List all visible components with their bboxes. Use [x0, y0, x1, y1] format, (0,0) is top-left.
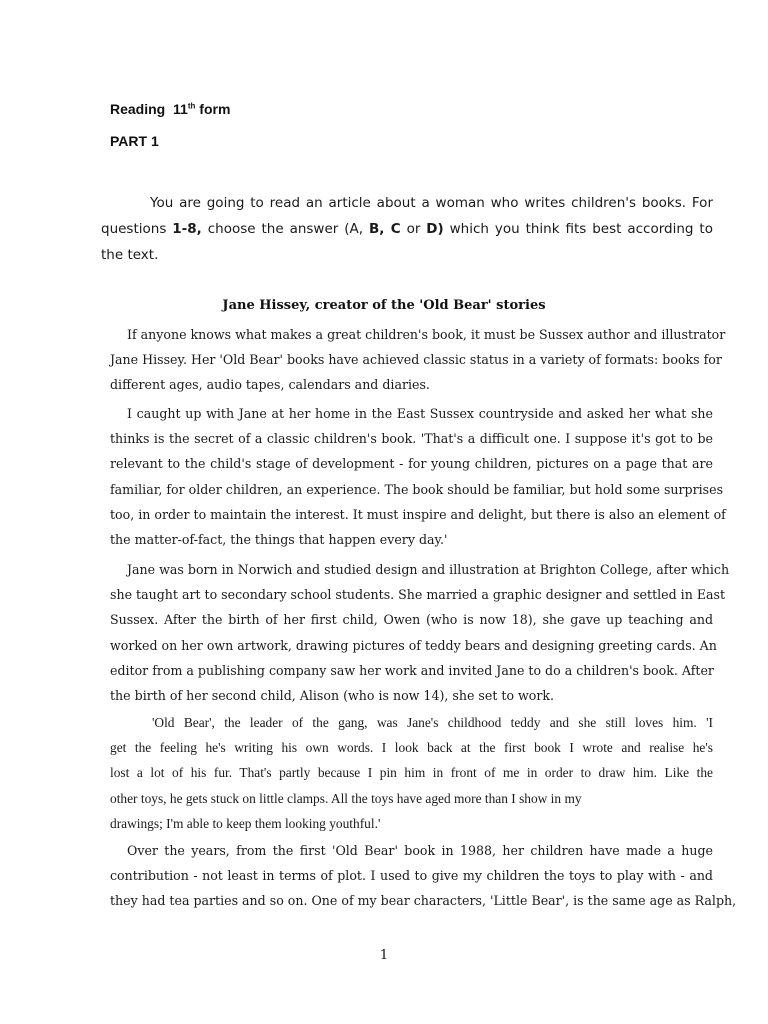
paragraph-line: drawings; I'm able to keep them looking youthful.' [110, 815, 381, 831]
form-label: form [199, 101, 231, 117]
paragraph-line: familiar, for older children, an experience. The book should be familiar, but hold some surprises [110, 481, 724, 497]
reading-heading [110, 101, 230, 117]
intro-text-2: choose the answer (A, [201, 221, 369, 237]
paragraph-line: Sussex. After the birth of her first child, Owen (who is now 18), she gave up teaching and [110, 612, 713, 628]
article-paragraph-3 [110, 557, 730, 708]
intro-text-3: or [400, 221, 427, 237]
paragraph-line: Jane was born in Norwich and studied design and illustration at Brighton College, after which [127, 562, 730, 577]
intro-text-4: which you think fits best according to the text. [101, 221, 713, 263]
intro-text-1: You are going to read an article about a woman who writes children's books. For questions [101, 195, 713, 237]
paragraph-line: they had tea parties and so on. One of my bear characters, 'Little Bear', is the same age as Ralph, [110, 893, 737, 909]
paragraph-line: contribution - not least in terms of plot. I used to give my children the toys to play with - and [110, 868, 713, 884]
option-d: D) [426, 221, 444, 237]
article-paragraph-1 [110, 322, 726, 398]
paragraph-line: the birth of her second child, Alison (who is now 14), she set to work. [110, 688, 555, 704]
paragraph-line: editor from a publishing company saw her work and invited Jane to do a children's book. After [110, 662, 714, 678]
paragraph-line: the matter-of-fact, the things that happen every day.' [110, 532, 448, 548]
grade-suffix: th [187, 101, 196, 111]
paragraph-line: get the feeling he's writing his own words. I look back at the first book I wrote and realise he's [110, 740, 713, 756]
option-b-c: B, C [368, 221, 401, 237]
paragraph-line: worked on her own artwork, drawing pictures of teddy bears and designing greeting cards. An [110, 637, 717, 653]
article-paragraph-5 [110, 838, 737, 914]
paragraph-line: lost a lot of his fur. That's partly because I pin him in front of me in order to draw him. Like the [110, 765, 713, 781]
paragraph-line: If anyone knows what makes a great children's book, it must be Sussex author and illustrator [127, 327, 726, 342]
paragraph-line: relevant to the child's stage of development - for young children, pictures on a page that are [110, 456, 713, 472]
instructions [101, 190, 713, 268]
paragraph-line: too, in order to maintain the interest. It must inspire and delight, but there is also an element of [110, 506, 726, 522]
grade-number: 11 [173, 101, 188, 117]
part-heading: PART 1 [110, 133, 159, 149]
article-paragraph-2 [110, 401, 726, 552]
question-range: 1-8, [172, 221, 202, 237]
paragraph-line: different ages, audio tapes, calendars and diaries. [110, 377, 430, 393]
paragraph-line: thinks is the secret of a classic children's book. 'That's a difficult one. I suppose it's got to be [110, 431, 713, 447]
paragraph-line: Over the years, from the first 'Old Bear' book in 1988, her children have made a huge [127, 843, 713, 858]
article-paragraph-4 [110, 710, 713, 836]
paragraph-line: she taught art to secondary school students. She married a graphic designer and settled in East [110, 587, 726, 603]
reading-label: Reading [110, 101, 166, 117]
paragraph-line: Jane Hissey. Her 'Old Bear' books have achieved classic status in a variety of formats: books for [110, 352, 722, 368]
paragraph-line: I caught up with Jane at her home in the East Sussex countryside and asked her what she [127, 406, 713, 421]
paragraph-line: 'Old Bear', the leader of the gang, was Jane's childhood teddy and she still loves him. 'I [152, 715, 713, 730]
article-title: Jane Hissey, creator of the 'Old Bear' stories [222, 298, 546, 313]
paragraph-line: other toys, he gets stuck on little clamps. All the toys have aged more than I show in my [110, 790, 582, 806]
page-number: 1 [379, 948, 389, 963]
